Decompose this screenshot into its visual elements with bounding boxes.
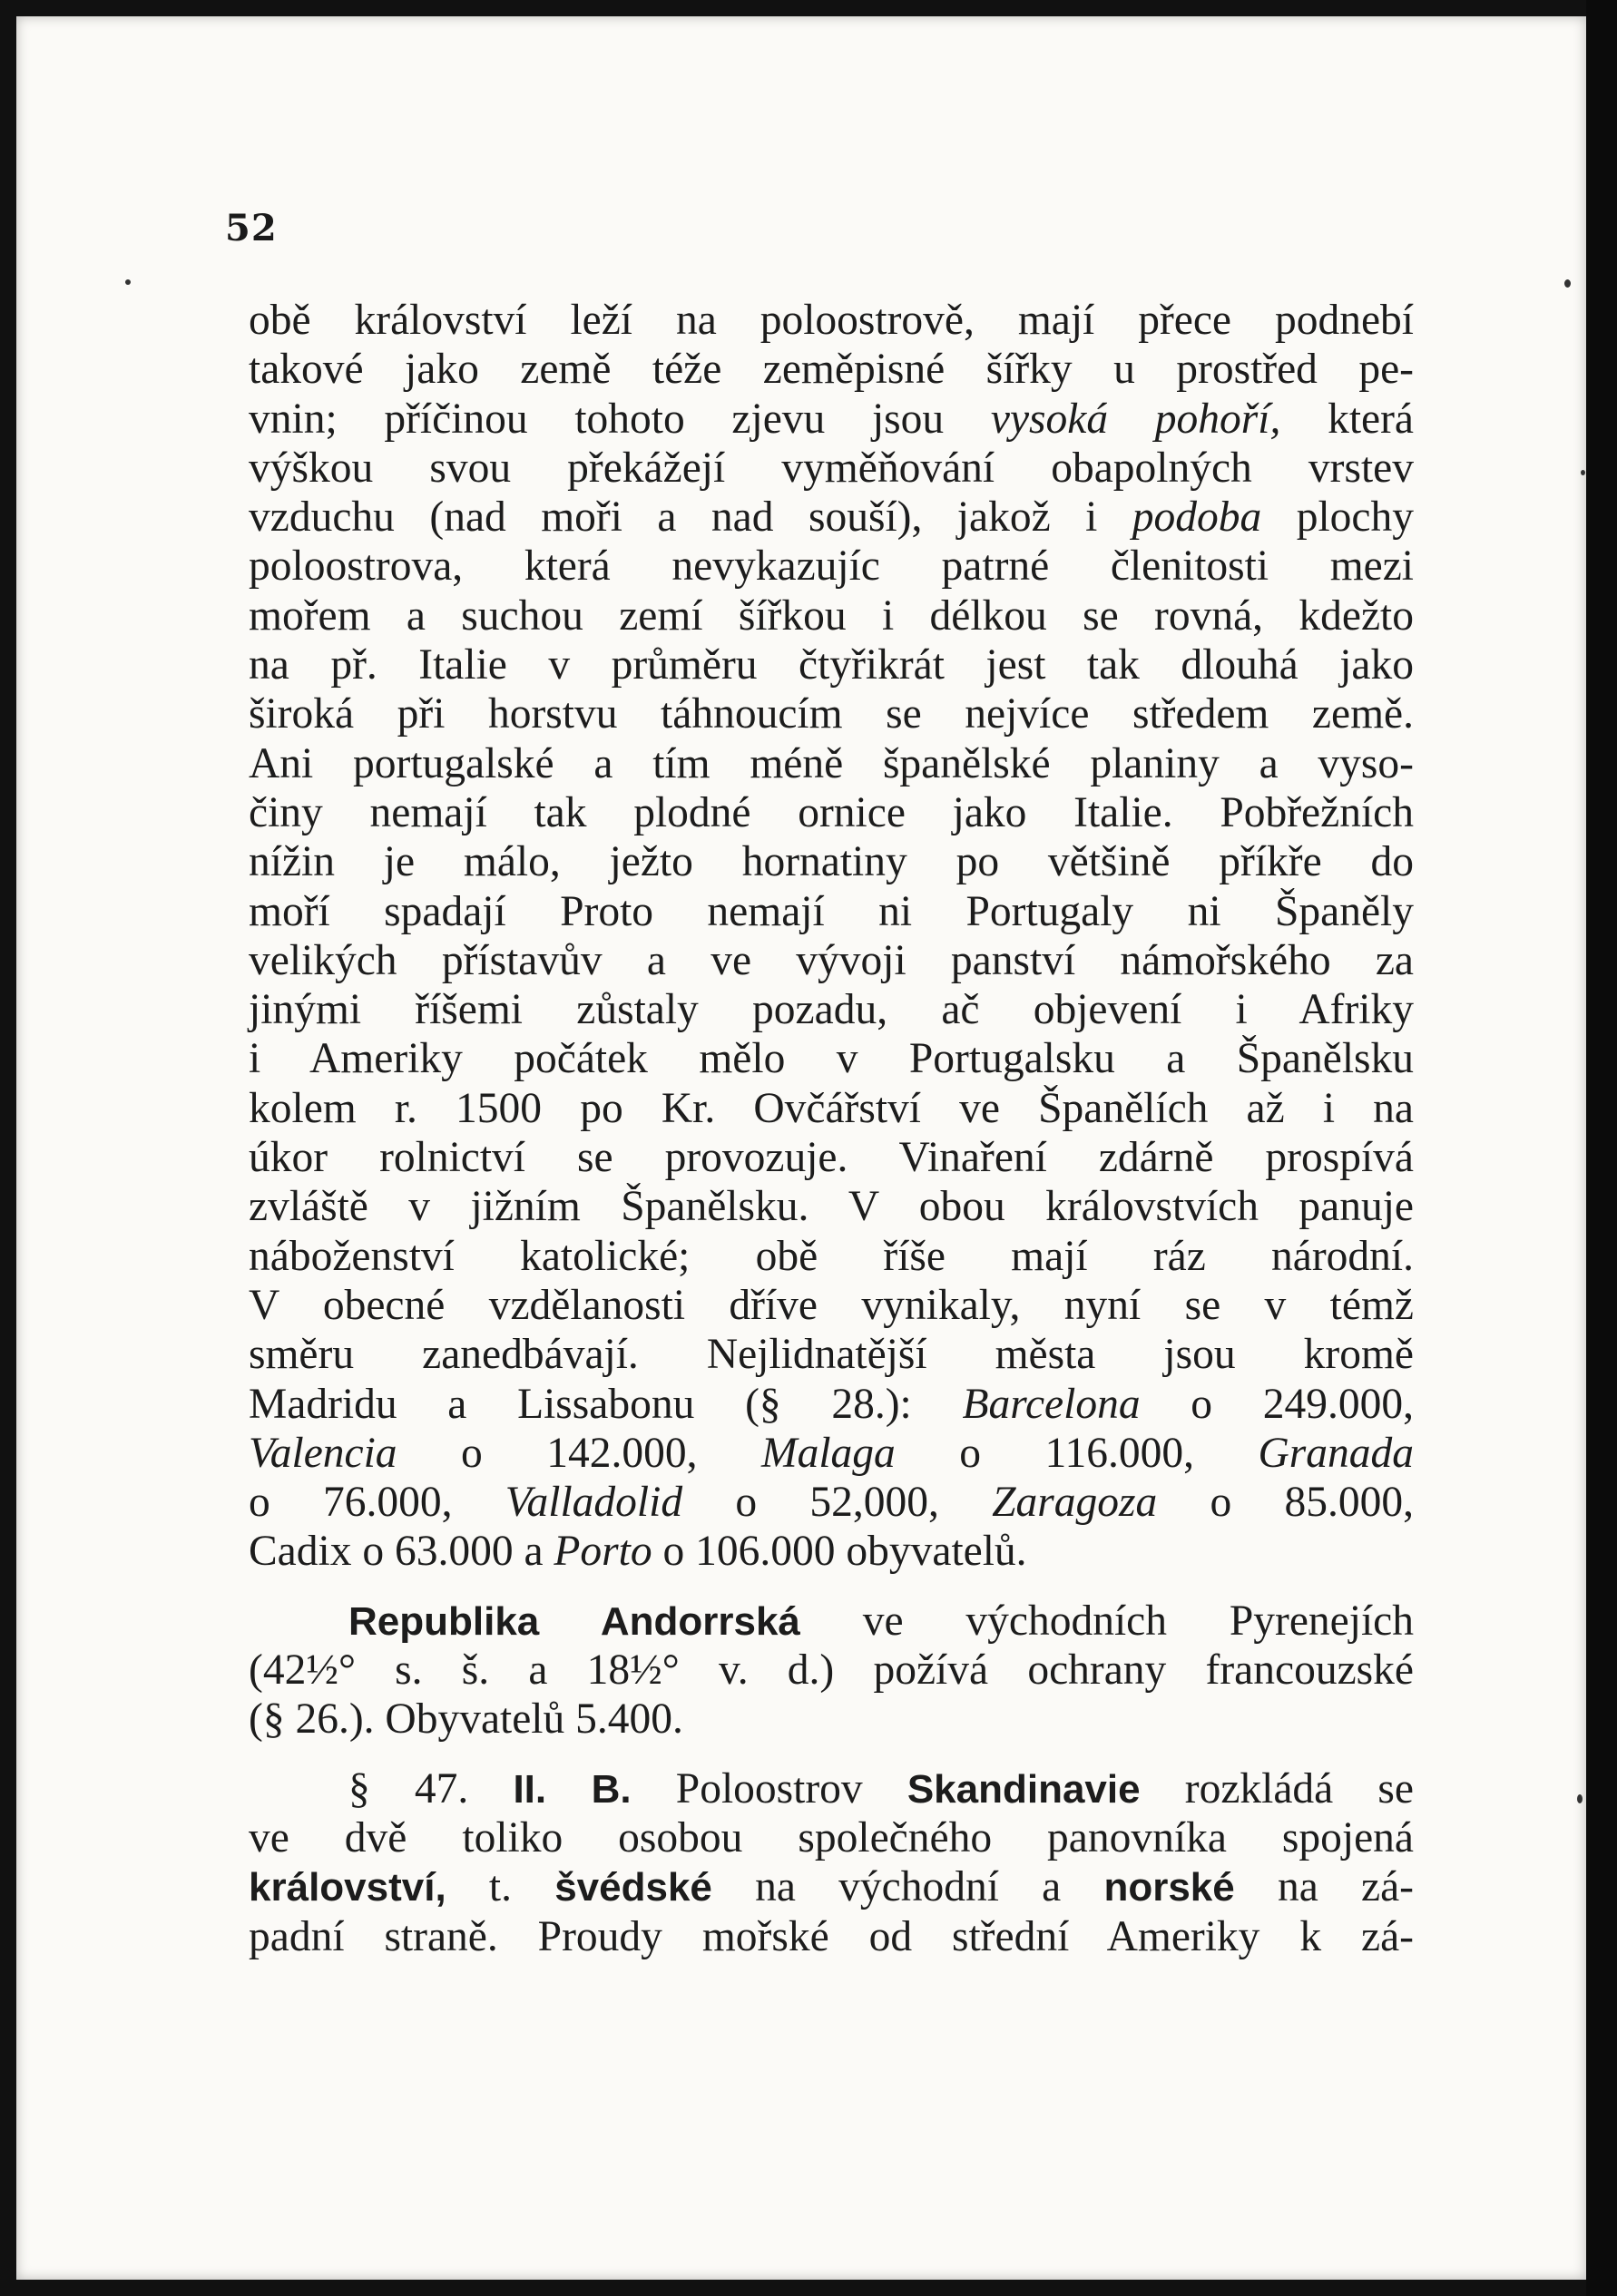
city-name: Valencia <box>249 1429 397 1477</box>
text-line: V obecné vzdělanosti dříve vynikaly, nyní se v témž <box>249 1281 1414 1329</box>
text-line: Cadix o 63.000 a Porto o 106.000 obyvatelů. <box>249 1528 1027 1576</box>
text-line: vzduchu (nad moři a nad souší), jakož i podoba plochy <box>249 493 1415 542</box>
heading-term: Skandinavie <box>906 1766 1141 1812</box>
text-line: úkor rolnictví se provozuje. Vinaření zdárně prospívá <box>249 1134 1414 1182</box>
city-name: Granada <box>1258 1429 1414 1477</box>
emphasis: podoba <box>1132 493 1262 542</box>
body-text <box>249 296 1414 1961</box>
text-line: padní straně. Proudy mořské od střední Ameriky k zá- <box>249 1912 1414 1960</box>
page-number: 52 <box>225 207 278 249</box>
paragraph-andorra <box>249 1597 1414 1744</box>
heading-term: norské <box>1103 1865 1235 1910</box>
text-line: směru zanedbávají. Nejlidnatější města jsou kromě <box>249 1331 1414 1379</box>
city-name: Malaga <box>761 1429 896 1477</box>
text-line: moří spadají Proto nemají ni Portugaly ni Španěly <box>249 887 1414 935</box>
text-line: Madridu a Lissabonu (§ 28.): Barcelona o 249.000, <box>249 1380 1415 1428</box>
scan-speck <box>1577 1794 1583 1803</box>
text-line: na př. Italie v průměru čtyřikrát jest tak dlouhá jako <box>249 641 1414 689</box>
emphasis: vysoká pohoří, <box>990 395 1281 443</box>
paragraph-scandinavia <box>249 1764 1414 1961</box>
scan-edge <box>1586 0 1617 2296</box>
text-line: Valencia o 142.000, Malaga o 116.000, Granada <box>249 1429 1414 1477</box>
text-line: nížin je málo, ježto hornatiny po většině příkře do <box>249 838 1414 886</box>
text-line: kolem r. 1500 po Kr. Ovčářství ve Španělích až i na <box>249 1084 1414 1132</box>
paragraph-iberia <box>249 296 1414 1577</box>
text-line: o 76.000, Valladolid o 52,000, Zaragoza o 85.000, <box>249 1479 1415 1527</box>
scan-speck <box>125 279 131 285</box>
text-line: (42½° s. š. a 18½° v. d.) požívá ochrany francouzské <box>249 1646 1414 1695</box>
city-name: Porto <box>554 1528 652 1576</box>
text-line: mořem a suchou zemí šířkou i délkou se rovná, kdežto <box>249 591 1414 640</box>
city-name: Barcelona <box>962 1380 1141 1428</box>
scan-speck <box>1564 279 1571 288</box>
text-line: § 47. II. B. Poloostrov Skandinavie rozkládá se <box>348 1764 1414 1812</box>
text-line: poloostrova, která nevykazujíc patrné členitosti mezi <box>249 542 1414 591</box>
city-name: Valladolid <box>505 1479 683 1527</box>
section-label: II. B. <box>513 1766 632 1812</box>
text-line: velikých přístavův a ve vývoji panství námořského za <box>249 936 1414 984</box>
heading-term: Republika Andorrská <box>348 1598 800 1644</box>
text-line: zvláště v jižním Španělsku. V obou královstvích panuje <box>249 1183 1414 1231</box>
text-line: (§ 26.). Obyvatelů 5.400. <box>249 1695 683 1744</box>
text-line: Ani portugalské a tím méně španělské planiny a vyso- <box>249 739 1414 787</box>
text-line: obě království leží na poloostrově, mají přece podnebí <box>249 297 1414 344</box>
text-line: Republika Andorrská ve východních Pyrenejích <box>348 1597 1414 1645</box>
text-line: činy nemají tak plodné ornice jako Italie. Pobřežních <box>249 788 1414 836</box>
text-line: náboženství katolické; obě říše mají ráz národní. <box>249 1232 1414 1280</box>
text-line: široká při horstvu táhnoucím se nejvíce středem země. <box>249 690 1414 738</box>
book-page <box>16 16 1586 2280</box>
city-name: Zaragoza <box>992 1479 1158 1527</box>
text-line: jinými říšemi zůstaly pozadu, ač objevení i Afriky <box>249 986 1414 1034</box>
section-mark: § 47. <box>348 1764 514 1812</box>
heading-term: švédské <box>554 1865 712 1910</box>
text-line: výškou svou překážejí vyměňování obapolných vrstev <box>249 444 1414 492</box>
text-line: království, t. švédské na východní a norské na zá- <box>249 1863 1414 1911</box>
heading-term: království, <box>249 1865 446 1910</box>
scan-speck <box>1581 470 1585 475</box>
text-line: ve dvě toliko osobou společného panovníka spojená <box>249 1813 1414 1861</box>
text-line: vnin; příčinou tohoto zjevu jsou vysoká pohoří, která <box>249 395 1415 443</box>
text-line: i Ameriky počátek mělo v Portugalsku a Španělsku <box>249 1035 1414 1083</box>
text-line: takové jako země téže zeměpisné šířky u prostřed pe- <box>249 346 1414 394</box>
